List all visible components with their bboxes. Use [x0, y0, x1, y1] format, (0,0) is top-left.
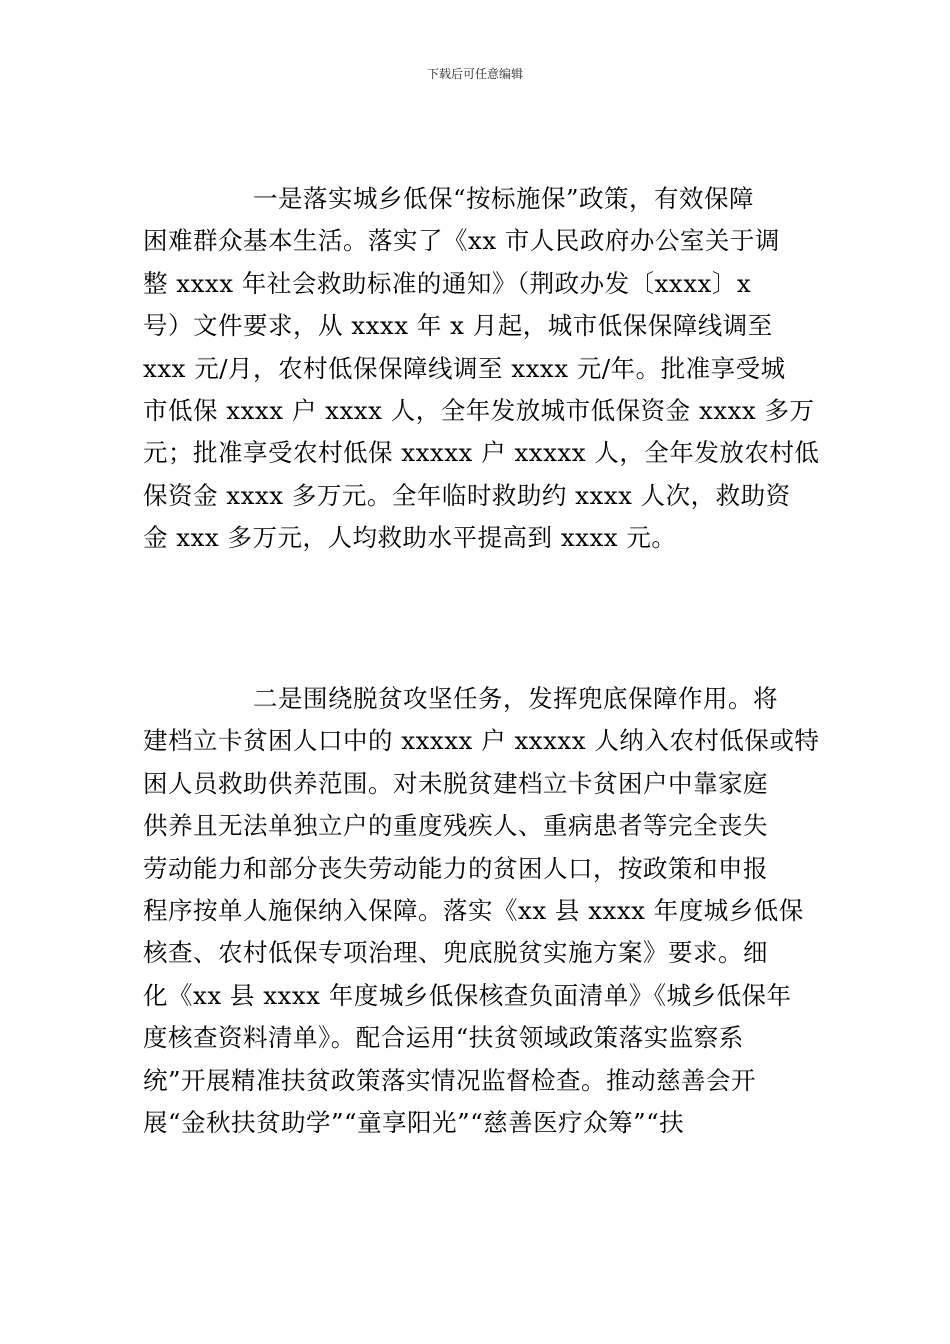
paragraph-line: 二是围绕脱贫攻坚任务，发挥兜底保障作用。将	[253, 684, 778, 713]
paragraph-line: xxx 元/月，农村低保保障线调至 xxxx 元/年。批准享受城	[143, 353, 786, 383]
paragraph-line: 供养且无法单独立户的重度残疾人、重病患者等完全丧失	[143, 811, 768, 841]
paragraph-line: 统”开展精准扶贫政策落实情况监督检查。推动慈善会开	[143, 1065, 757, 1095]
paragraph-line: 劳动能力和部分丧失劳动能力的贫困人口，按政策和申报	[143, 853, 768, 883]
paragraph-line: 困难群众基本生活。落实了《xx 市人民政府办公室关于调	[143, 226, 780, 256]
paragraph-line: 化《xx 县 xxxx 年度城乡低保核查负面清单》《城乡低保年	[143, 980, 792, 1010]
paragraph-line: 度核查资料清单》。配合运用“扶贫领域政策落实监察系	[143, 1023, 744, 1053]
paragraph-line: 建档立卡贫困人口中的 xxxxx 户 xxxxx 人纳入农村低保或特	[143, 726, 820, 756]
paragraph-line: 困人员救助供养范围。对未脱贫建档立卡贫困户中靠家庭	[143, 768, 768, 798]
paragraph-line: 金 xxx 多万元，人均救助水平提高到 xxxx 元。	[143, 523, 677, 553]
paragraph-line: 元；批准享受农村低保 xxxxx 户 xxxxx 人，全年发放农村低	[143, 438, 820, 468]
paragraph-1	[143, 178, 820, 560]
paragraph-line: 展“金秋扶贫助学”“童享阳光”“慈善医疗众筹”“扶	[143, 1107, 685, 1137]
paragraph-line: 整 xxxx 年社会救助标准的通知》（荆政办发〔xxxx〕x	[143, 268, 752, 298]
paragraph-line: 程序按单人施保纳入保障。落实《xx 县 xxxx 年度城乡低保	[143, 895, 804, 925]
paragraph-line: 市低保 xxxx 户 xxxx 人，全年发放城市低保资金 xxxx 多万	[143, 395, 815, 425]
paragraph-line: 一是落实城乡低保“按标施保”政策，有效保障	[253, 184, 755, 213]
paragraph-line: 保资金 xxxx 多万元。全年临时救助约 xxxx 人次，救助资	[143, 480, 791, 510]
paragraph-line: 号）文件要求，从 xxxx 年 x 月起，城市低保保障线调至	[143, 311, 773, 341]
paragraph-line: 核查、农村低保专项治理、兜底脱贫实施方案》要求。细	[143, 938, 768, 968]
paragraph-2	[143, 678, 820, 1144]
page-header-note: 下载后可任意编辑	[426, 67, 523, 81]
